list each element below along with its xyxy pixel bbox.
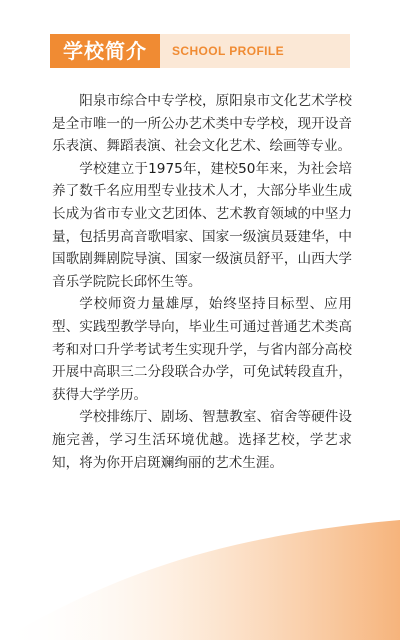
paragraph-facilities: 学校排练厅、剧场、智慧教室、宿舍等硬件设施完善，学习生活环境优越。选择艺校，学艺求知，将为你开启斑斓绚丽的艺术生涯。: [52, 409, 352, 471]
section-header: [50, 34, 350, 68]
section-title-en: SCHOOL PROFILE: [172, 44, 285, 58]
paragraph-intro: 阳泉市综合中专学校，原阳泉市文化艺术学校是全市唯一的一所公办艺术类中专学校，现开设音乐表演、舞蹈表演、社会文化艺术、绘画等专业。: [52, 93, 352, 155]
profile-content: [52, 90, 352, 474]
section-title-cn: 学校简介: [50, 34, 160, 68]
bottom-wave-decoration: [0, 520, 400, 640]
paragraph-teaching: 学校师资力量雄厚，始终坚持目标型、应用型、实践型教学导向，毕业生可通过普通艺术类高考和对口升学考试考生实现升学，与省内部分高校开展中高职三二分段联合办学，可免试转段直升，获得大学学历。: [52, 296, 352, 403]
paragraph-history: 学校建立于1975年，建校50年来，为社会培养了数千名应用型专业技术人才，大部分毕业生成长成为省市专业文艺团体、艺术教育领域的中坚力量，包括男高音歌唱家、国家一级演员聂建华，中国歌剧舞剧院导演、国家一级演员舒平，山西大学音乐学院院长邱怀生等。: [52, 160, 352, 290]
